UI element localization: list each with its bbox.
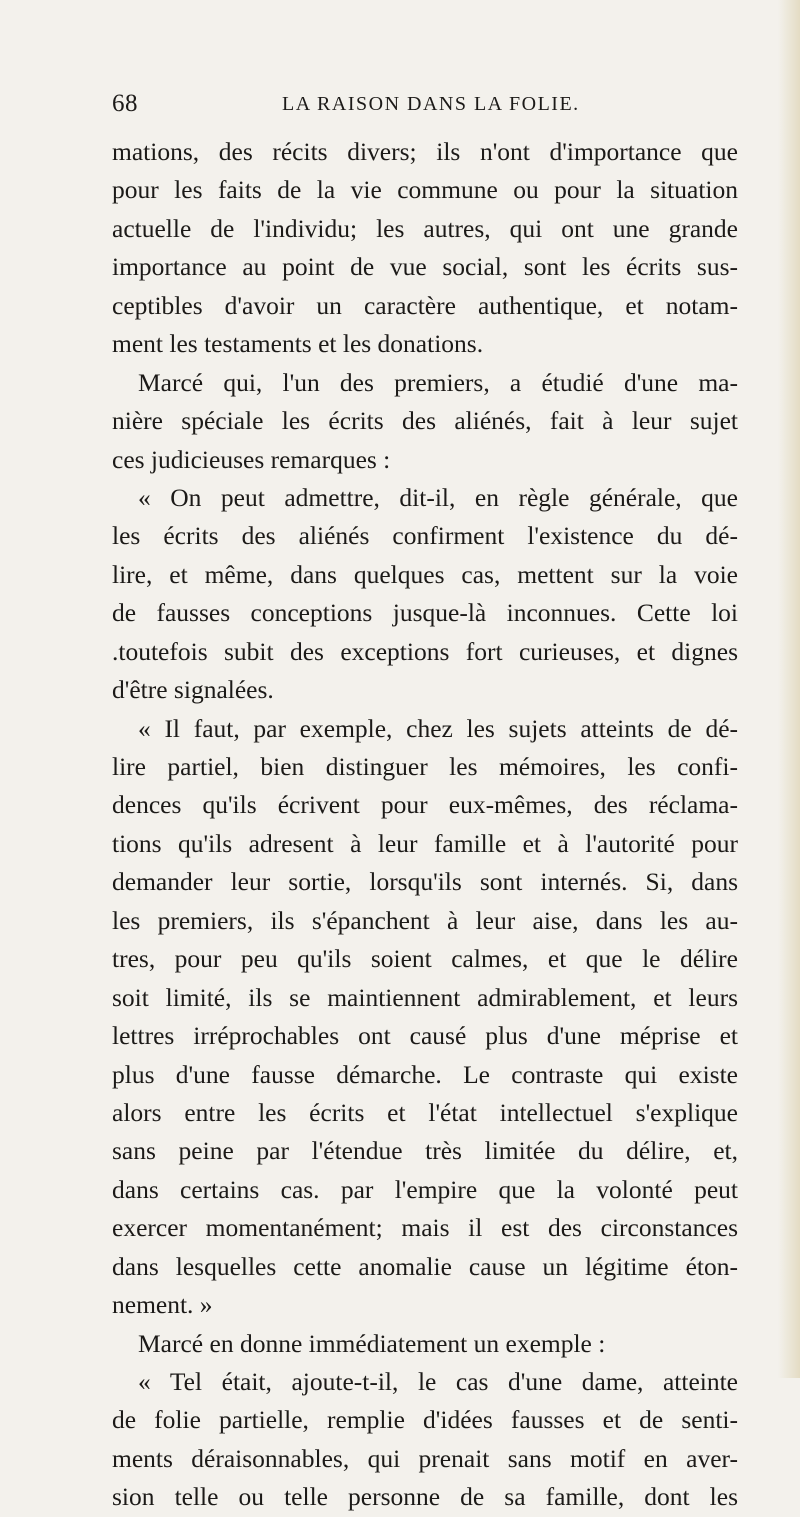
text-line: de fausses conceptions jusque-là inconnues. Cette loi	[112, 598, 738, 628]
text-line: « Tel était, ajoute-t-il, le cas d'une dame, atteinte	[138, 1367, 738, 1396]
text-line: soit limité, ils se maintiennent admirablement, et leurs	[112, 982, 738, 1012]
text-line: dences qu'ils écrivent pour eux-mêmes, des réclama-	[112, 790, 738, 820]
text-line: sans peine par l'étendue très limitée du délire, et,	[112, 1136, 738, 1166]
text-line: dans lesquelles cette anomalie cause un légitime éton-	[112, 1251, 738, 1281]
text-line: lire partiel, bien distinguer les mémoires, les confi-	[112, 752, 738, 781]
text-line: pour les faits de la vie commune ou pour la situation	[112, 175, 738, 205]
text-line: actuelle de l'individu; les autres, qui ont une grande	[112, 213, 738, 243]
page-edge-shadow	[778, 0, 800, 1378]
text-line: plus d'une fausse démarche. Le contraste qui existe	[112, 1059, 738, 1089]
text-line: Marcé qui, l'un des premiers, a étudié d'une ma-	[138, 367, 738, 397]
text-line: alors entre les écrits et l'état intellectuel s'explique	[112, 1097, 738, 1127]
text-line: ments déraisonnables, qui prenait sans motif en aver-	[112, 1443, 738, 1473]
body-text	[112, 133, 738, 1517]
text-line: ces judicieuses remarques :	[112, 444, 391, 474]
text-line: dans certains cas. par l'empire que la volonté peut	[112, 1174, 738, 1204]
page-header	[112, 90, 732, 120]
text-line: importance au point de vue social, sont les écrits sus-	[112, 252, 738, 282]
text-line: tions qu'ils adresent à leur famille et à l'autorité pour	[112, 828, 738, 858]
text-line: .toutefois subit des exceptions fort curieuses, et dignes	[112, 636, 738, 666]
text-line: « On peut admettre, dit-il, en règle générale, que	[138, 482, 738, 512]
text-line: les écrits des aliénés confirment l'existence du dé-	[112, 521, 738, 551]
text-line: mations, des récits divers; ils n'ont d'importance que	[112, 137, 738, 166]
text-line: lettres irréprochables ont causé plus d'une méprise et	[112, 1021, 738, 1051]
text-line: nement. »	[112, 1290, 213, 1320]
text-line: d'être signalées.	[112, 675, 274, 705]
text-line: nière spéciale les écrits des aliénés, fait à leur sujet	[112, 406, 738, 436]
text-line: exercer momentanément; mais il est des circonstances	[112, 1213, 738, 1243]
text-line: tres, pour peu qu'ils soient calmes, et que le délire	[112, 944, 738, 974]
page-number: 68	[112, 90, 138, 117]
text-line: lire, et même, dans quelques cas, mettent sur la voie	[112, 559, 738, 589]
text-line: ceptibles d'avoir un caractère authentique, et notam-	[112, 290, 738, 320]
text-line: de folie partielle, remplie d'idées fausses et de senti-	[112, 1405, 738, 1435]
text-line: ment les testaments et les donations.	[112, 329, 484, 359]
text-line: les premiers, ils s'épanchent à leur aise, dans les au-	[112, 905, 738, 935]
text-line: demander leur sortie, lorsqu'ils sont internés. Si, dans	[112, 867, 738, 897]
text-line: « Il faut, par exemple, chez les sujets atteints de dé-	[138, 713, 738, 743]
text-line: Marcé en donne immédiatement un exemple :	[138, 1328, 606, 1358]
running-head: LA RAISON DANS LA FOLIE.	[282, 93, 580, 115]
text-line: sion telle ou telle personne de sa famille, dont les	[112, 1482, 738, 1512]
